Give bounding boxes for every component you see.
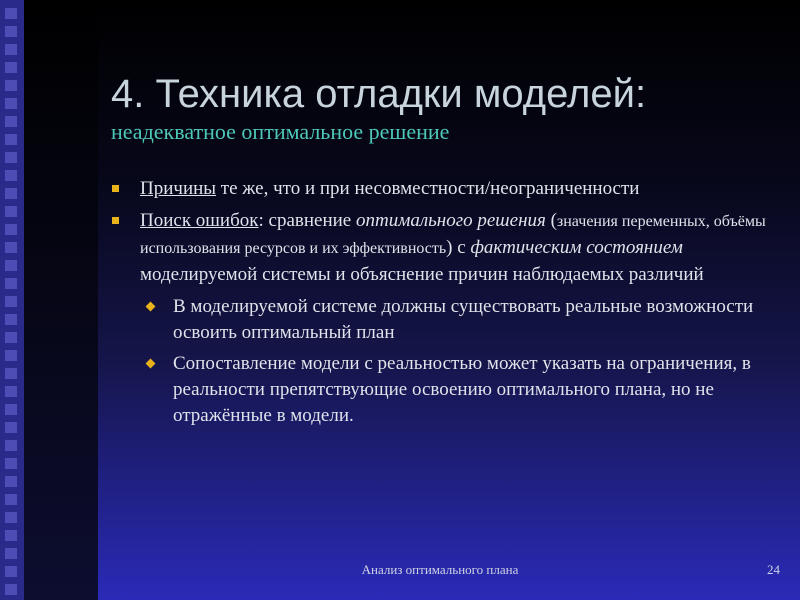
filmstrip-square [5,170,17,181]
filmstrip-square [5,278,17,289]
sub-bullet-item [111,294,771,346]
filmstrip-square [5,80,17,91]
bullet-text: : сравнение [258,210,356,231]
filmstrip-square [5,476,17,487]
filmstrip-square [5,98,17,109]
filmstrip-square [5,404,17,415]
decorative-dark-band [24,0,98,600]
filmstrip-square [5,314,17,325]
bullet-text: те же, что и при несовместности/неограниченности [216,178,640,199]
filmstrip-square [5,62,17,73]
filmstrip-square [5,242,17,253]
filmstrip-square [5,116,17,127]
filmstrip-square [5,350,17,361]
filmstrip-square [5,224,17,235]
diamond-bullet-icon [146,302,156,312]
bullet-text: ( [545,210,557,231]
filmstrip-square [5,494,17,505]
diamond-bullet-icon [146,359,156,369]
filmstrip-square [5,386,17,397]
filmstrip-square [5,260,17,271]
slide-title: 4. Техника отладки моделей: [111,72,647,116]
filmstrip-square [5,188,17,199]
filmstrip-square [5,332,17,343]
bullet-text: моделируемой системы и объяснение причин наблюдаемых различий [140,264,704,285]
filmstrip-square [5,584,17,595]
filmstrip-square [5,458,17,469]
title-block [111,70,771,146]
filmstrip-square [5,368,17,379]
filmstrip-square [5,8,17,19]
filmstrip-square [5,548,17,559]
page-number: 24 [767,562,780,577]
italic-actual-state: фактическим состоянием [470,237,683,258]
sub-bullet-text: В моделируемой системе должны существовать реальные возможности освоить оптимальный план [173,296,754,343]
square-bullet-icon [112,217,119,224]
filmstrip-square [5,440,17,451]
sub-bullet-text: Сопоставление модели с реальностью может указать на ограничения, в реальности препятствующие освоению оптимального плана, но не отражённые в модели. [173,353,751,426]
filmstrip-square [5,422,17,433]
filmstrip-square [5,134,17,145]
term-error-search: Поиск ошибок [140,210,259,231]
slide-subtitle: неадекватное оптимальное решение [111,119,450,144]
italic-optimal-solution: оптимального решения [356,210,546,231]
bullet-item-causes [111,176,771,202]
filmstrip-square [5,44,17,55]
term-causes: Причины [140,178,217,199]
filmstrip-square [5,206,17,217]
footer-text: Анализ оптимального плана [361,562,519,577]
square-bullet-icon [112,185,119,192]
parenthetical-values: значения переменных, объёмы использования ресурсов и их эффективность [140,213,766,257]
decorative-filmstrip [0,0,24,600]
bullet-item-error-search [111,208,771,288]
filmstrip-square [5,26,17,37]
slide-body [111,176,771,434]
sub-bullet-item [111,351,771,429]
filmstrip-square [5,530,17,541]
filmstrip-square [5,152,17,163]
filmstrip-square [5,296,17,307]
bullet-text: ) с [446,237,471,258]
filmstrip-square [5,512,17,523]
filmstrip-square [5,566,17,577]
